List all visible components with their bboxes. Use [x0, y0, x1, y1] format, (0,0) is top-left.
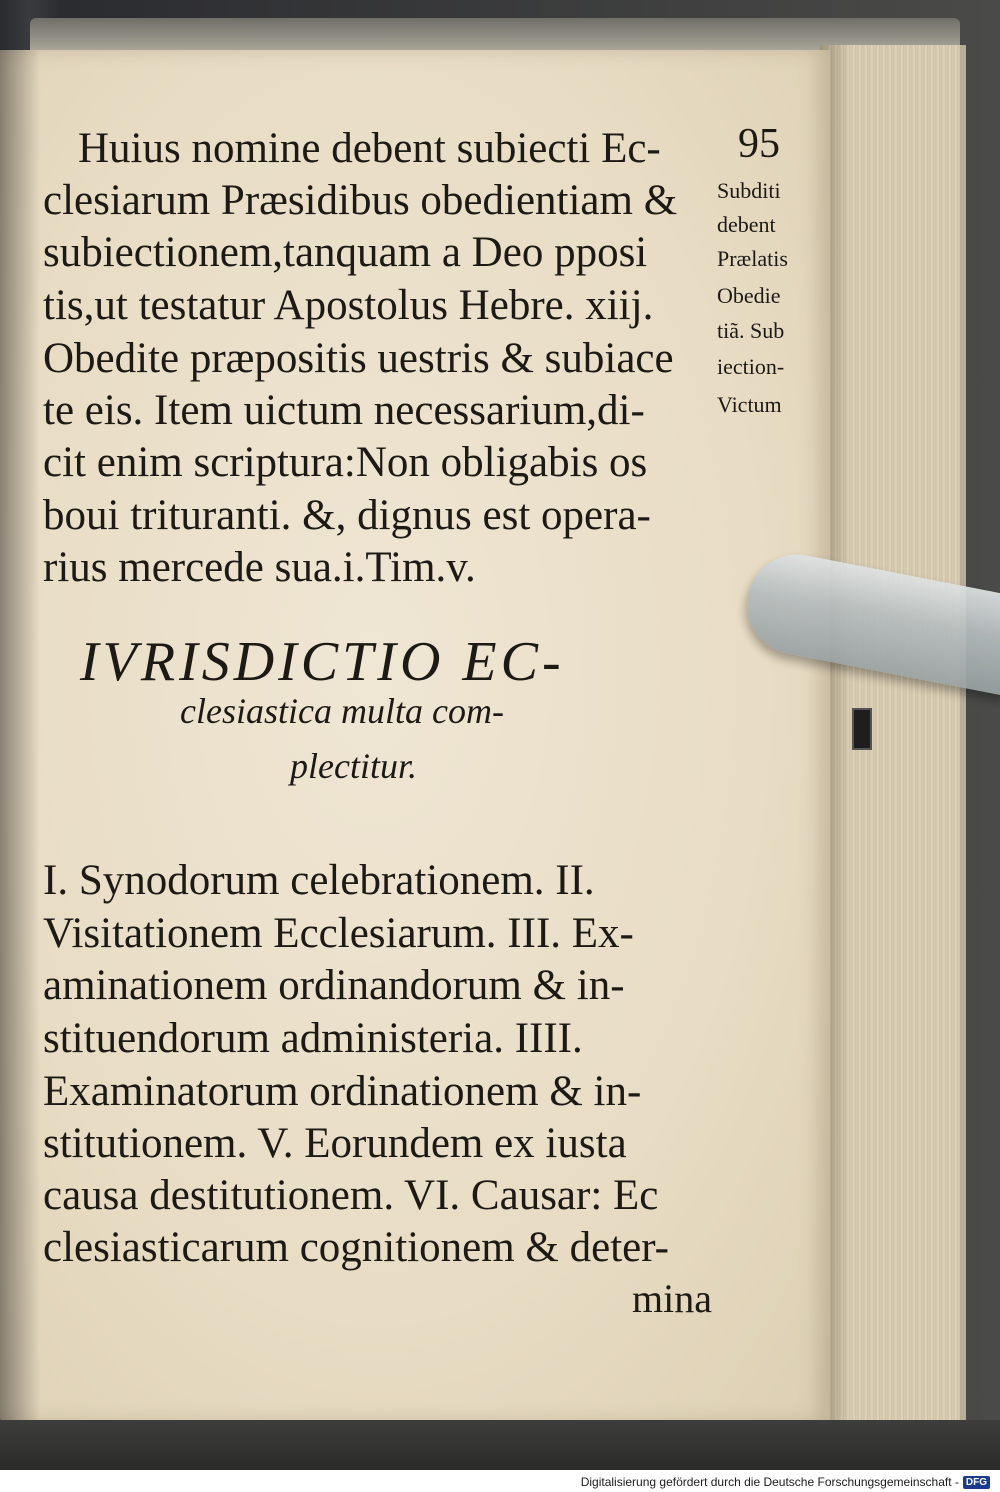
- holder-fastener: [852, 708, 872, 750]
- margin-note: Subditi: [717, 178, 781, 203]
- margin-note: debent: [717, 212, 776, 237]
- list-line: clesiasticarum cognitionem & deter-: [43, 1224, 669, 1271]
- dfg-logo-icon: DFG: [963, 1476, 990, 1489]
- body-line: Huius nomine debent subiecti Ec-: [78, 125, 661, 172]
- margin-note: Victum: [717, 392, 782, 417]
- body-line: cit enim scriptura:Non obligabis os: [43, 439, 648, 486]
- body-line: Obedite præpositis uestris & subiace: [43, 335, 674, 382]
- margin-note: Prælatis: [717, 246, 788, 271]
- list-line: Examinatorum ordinationem & in-: [43, 1068, 642, 1115]
- section-heading-line3: plectitur.: [290, 746, 417, 786]
- footer-text: Digitalisierung gefördert durch die Deutsche Forschungsgemeinschaft -: [580, 1475, 959, 1489]
- body-line: tis,ut testatur Apostolus Hebre. xiij.: [43, 282, 654, 329]
- list-line: causa destitutionem. VI. Causar: Ec: [43, 1172, 659, 1219]
- body-line: clesiarum Præsidibus obedientiam &: [43, 177, 678, 224]
- section-heading-line2: clesiastica multa com-: [180, 691, 504, 731]
- body-line: rius mercede sua.i.Tim.v.: [43, 544, 476, 591]
- list-line: stitutionem. V. Eorundem ex iusta: [43, 1120, 627, 1167]
- list-line: I. Synodorum celebrationem. II.: [43, 857, 595, 904]
- body-line: te eis. Item uictum necessarium,di-: [43, 387, 645, 434]
- spine-shadow: [0, 50, 40, 1422]
- bottom-cover-strip: [0, 1420, 1000, 1470]
- body-line: boui trituranti. &, dignus est opera-: [43, 492, 651, 539]
- catchword: mina: [632, 1276, 712, 1321]
- list-line: Visitationem Ecclesiarum. III. Ex-: [43, 910, 634, 957]
- section-heading: IVRISDICTIO EC-: [80, 631, 565, 693]
- margin-note: tiã. Sub: [717, 318, 785, 343]
- margin-note: Obedie: [717, 283, 781, 308]
- margin-note: iection-: [717, 354, 785, 379]
- footer-credit: [581, 1472, 990, 1492]
- list-line: stituendorum administeria. IIII.: [43, 1015, 583, 1062]
- body-line: subiectionem,tanquam a Deo pposi: [43, 229, 648, 276]
- list-line: aminationem ordinandorum & in-: [43, 962, 625, 1009]
- page-number: 95: [738, 121, 780, 167]
